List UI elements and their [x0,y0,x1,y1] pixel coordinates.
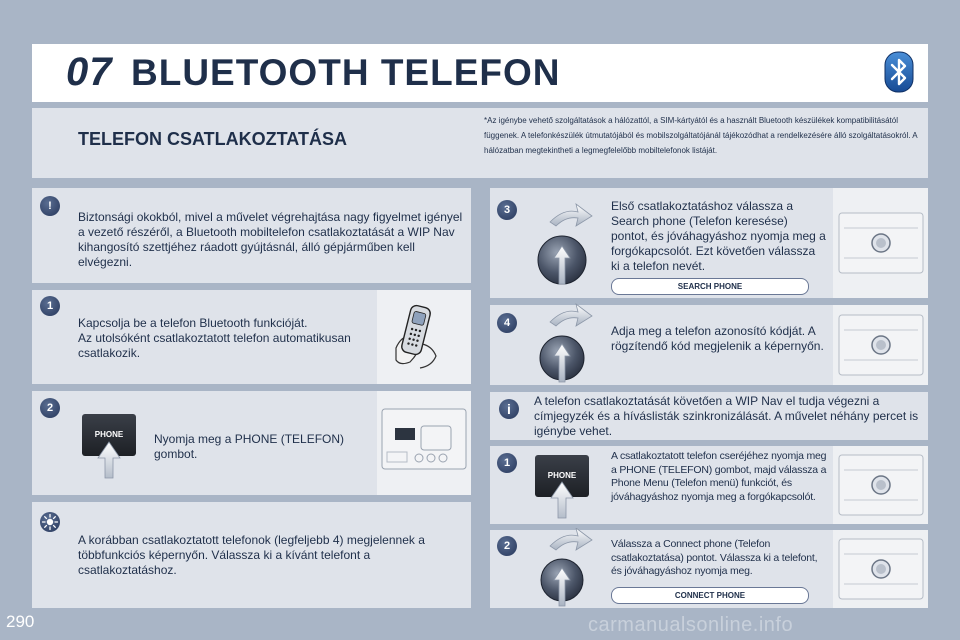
step2-text: Nyomja meg a PHONE (TELEFON) gombot. [154,432,345,461]
footnote: *Az igénybe vehető szolgáltatások a hálózattól, a SIM-kártyától és a használt Bluetooth készülékek kompatibilitásától függenek. A telefonkészülék útmutatójából és mobilszolgáltatójánál tájékozódhat a rendelkezésére álló szolgáltatásokról. A hálózatban megtekintheti a legmegfelelőbb mobiltelefonok listáját. [484,116,918,155]
warning-text: Biztonsági okokból, mivel a művelet végrehajtása nagy figyelmet igényel a vezető részéről, a Bluetooth mobiltelefon csatlakoztatását a WIP Nav kihangosító szettjéhez ráadott gyújtásnál, álló gépjárműben kell elvégezni. [78,210,463,269]
step4-badge: 4 [497,313,517,333]
press-arrow-icon [96,440,122,480]
radio-unit-icon [838,212,924,274]
connect-phone-menu-item[interactable]: CONNECT PHONE [611,587,809,604]
tip-text: A korábban csatlakoztatott telefonok (legfeljebb 4) megjelennek a többfunkciós képernyőn. Válassza ki a kívánt telefont a csatlakoztatáshoz. [78,533,425,577]
radio-unit-icon [838,314,924,376]
step1-text: Kapcsolja be a telefon Bluetooth funkcióját. Az utolsóként csatlakoztatott telefon automatikusan csatlakozik. [78,316,351,360]
page-title: BLUETOOTH TELEFON [131,52,561,93]
info-icon: i [499,399,519,419]
bluetooth-icon [884,51,914,93]
warning-icon: ! [40,196,60,216]
radio-unit-icon [838,454,924,516]
change-step1-text: A csatlakoztatott telefon cseréjéhez nyomja meg a PHONE (TELEFON) gombot, majd válassza a Phone Menu (Telefon menü) funkciót, és jóváhagyáshoz nyomja meg a forgókapcsolót. [611,450,827,503]
step3-text: Első csatlakoztatáshoz válassza a Search phone (Telefon keresése) pontot, és jóváhagyáshoz nyomja meg a forgókapcsolót. Ezt követően válassza ki a telefon nevét. [611,199,826,273]
step4-text: Adja meg a telefon azonosító kódját. A rögzítendő kód megjelenik a képernyőn. [611,324,824,353]
radio-unit-icon [838,538,924,600]
rotary-knob-icon [530,302,610,386]
step2-badge: 2 [40,398,60,418]
step3-badge: 3 [497,200,517,220]
page-number: 290 [6,612,35,631]
mobile-phone-icon [392,300,452,372]
watermark: carmanualsonline.info [588,614,794,636]
search-phone-menu-item[interactable]: SEARCH PHONE [611,278,809,295]
change-step2-badge: 2 [497,536,517,556]
tip-light-icon [40,512,60,532]
section-title: TELEFON CSATLAKOZTATÁSA [78,129,347,149]
chapter-number: 07 [66,50,113,94]
phone-button[interactable]: PHONE [82,414,136,456]
press-arrow-icon [549,480,575,520]
rotary-knob-icon [530,528,610,608]
phone-button[interactable]: PHONE [535,455,589,497]
radio-unit-icon [381,408,467,470]
step1-badge: 1 [40,296,60,316]
rotary-knob-icon [530,200,610,290]
change-step2-text: Válassza a Connect phone (Telefon csatlakoztatása) pontot. Válassza ki a telefont, és jóváhagyáshoz nyomja meg. [611,538,818,577]
change-step1-badge: 1 [497,453,517,473]
info-text: A telefon csatlakoztatását követően a WIP Nav el tudja végezni a címjegyzék és a híváslisták szinkronizálását. A művelet néhány percet is igénybe vehet. [534,394,919,438]
